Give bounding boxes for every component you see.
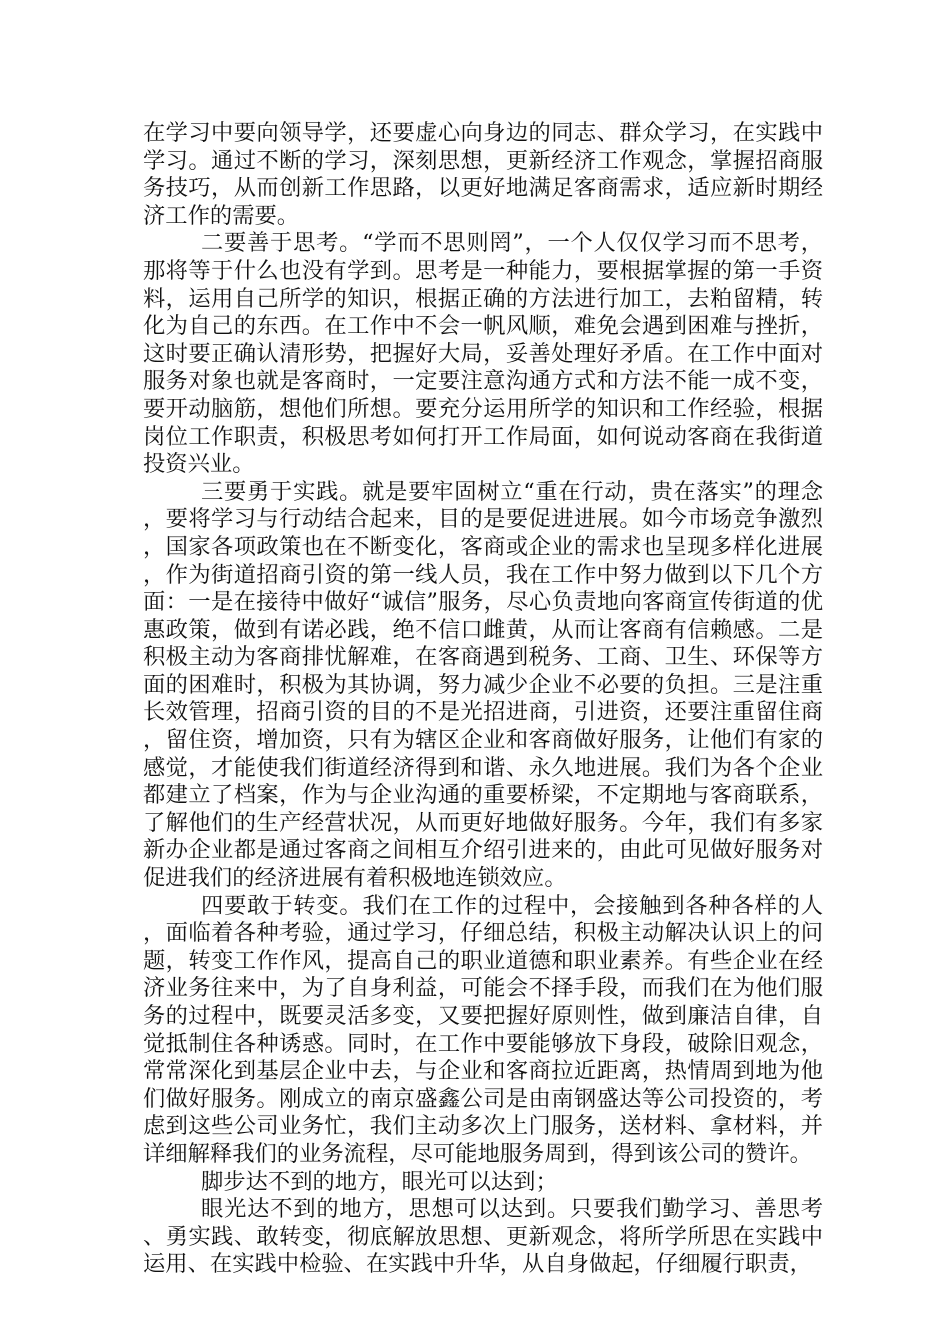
paragraph-practice: 三要勇于实践。就是要牢固树立“重在行动，贵在落实”的理念，要将学习与行动结合起来，目的是要促进进展。如今市场竞争激烈，国家各项政策也在不断变化，客商或企业的需求也呈现多样化进展，作为街道招商引资的第一线人员，我在工作中努力做到以下几个方面：一是在接待中做好“诚信”服务，尽心负责地向客商宣传街道的优惠政策，做到有诺必践，绝不信口雌黄，从而让客商有信赖感。二是积极主动为客商排忧解难，在客商遇到税务、工商、卫生、环保等方面的困难时，积极为其协调，努力减少企业不必要的负担。三是注重长效管理，招商引资的目的不是光招进商，引进资，还要注重留住商，留住资，增加资，只有为辖区企业和客商做好服务，让他们有家的感觉，才能使我们街道经济得到和谐、永久地进展。我们为各个企业都建立了档案，作为与企业沟通的重要桥梁，不定期地与客商联系，了解他们的生产经营状况，从而更好地做好服务。今年，我们有多家新办企业都是通过客商之间相互介绍引进来的，由此可见做好服务对促进我们的经济进展有着积极地连锁效应。 — [143, 478, 823, 892]
document-page — [143, 120, 823, 1279]
paragraph-vision: 眼光达不到的地方，思想可以达到。只要我们勤学习、善思考、勇实践、敢转变，彻底解放思想、更新观念，将所学所思在实践中运用、在实践中检验、在实践中升华，从自身做起，仔细履行职责， — [143, 1196, 823, 1278]
paragraph-footsteps: 脚步达不到的地方，眼光可以达到； — [201, 1168, 558, 1195]
paragraph-think: 二要善于思考。“学而不思则罔”，一个人仅仅学习而不思考，那将等于什么也没有学到。思考是一种能力，要根据掌握的第一手资料，运用自己所学的知识，根据正确的方法进行加工，去粕留精，转化为自己的东西。在工作中不会一帆风顺，难免会遇到困难与挫折，这时要正确认清形势，把握好大局，妥善处理好矛盾。在工作中面对服务对象也就是客商时，一定要注意沟通方式和方法不能一成不变，要开动脑筋，想他们所想。要充分运用所学的知识和工作经验，根据岗位工作职责，积极思考如何打开工作局面，如何说动客商在我街道投资兴业。 — [143, 230, 823, 478]
paragraph-change: 四要敢于转变。我们在工作的过程中，会接触到各种各样的人，面临着各种考验，通过学习，仔细总结，积极主动解决认识上的问题，转变工作作风，提高自己的职业道德和职业素养。有些企业在经济业务往来中，为了自身利益，可能会不择手段，而我们在为他们服务的过程中，既要灵活多变，又要把握好原则性，做到廉洁自律，自觉抵制住各种诱惑。同时，在工作中要能够放下身段，破除旧观念，常常深化到基层企业中去，与企业和客商拉近距离，热情周到地为他们做好服务。刚成立的南京盛鑫公司是由南钢盛达等公司投资的，考虑到这些公司业务忙，我们主动多次上门服务，送材料、拿材料，并详细解释我们的业务流程，尽可能地服务周到，得到该公司的赞许。 — [143, 892, 823, 1167]
paragraph-study: 在学习中要向领导学，还要虚心向身边的同志、群众学习，在实践中学习。通过不断的学习，深刻思想，更新经济工作观念，掌握招商服务技巧，从而创新工作思路，以更好地满足客商需求，适应新时期经济工作的需要。 — [143, 120, 823, 229]
